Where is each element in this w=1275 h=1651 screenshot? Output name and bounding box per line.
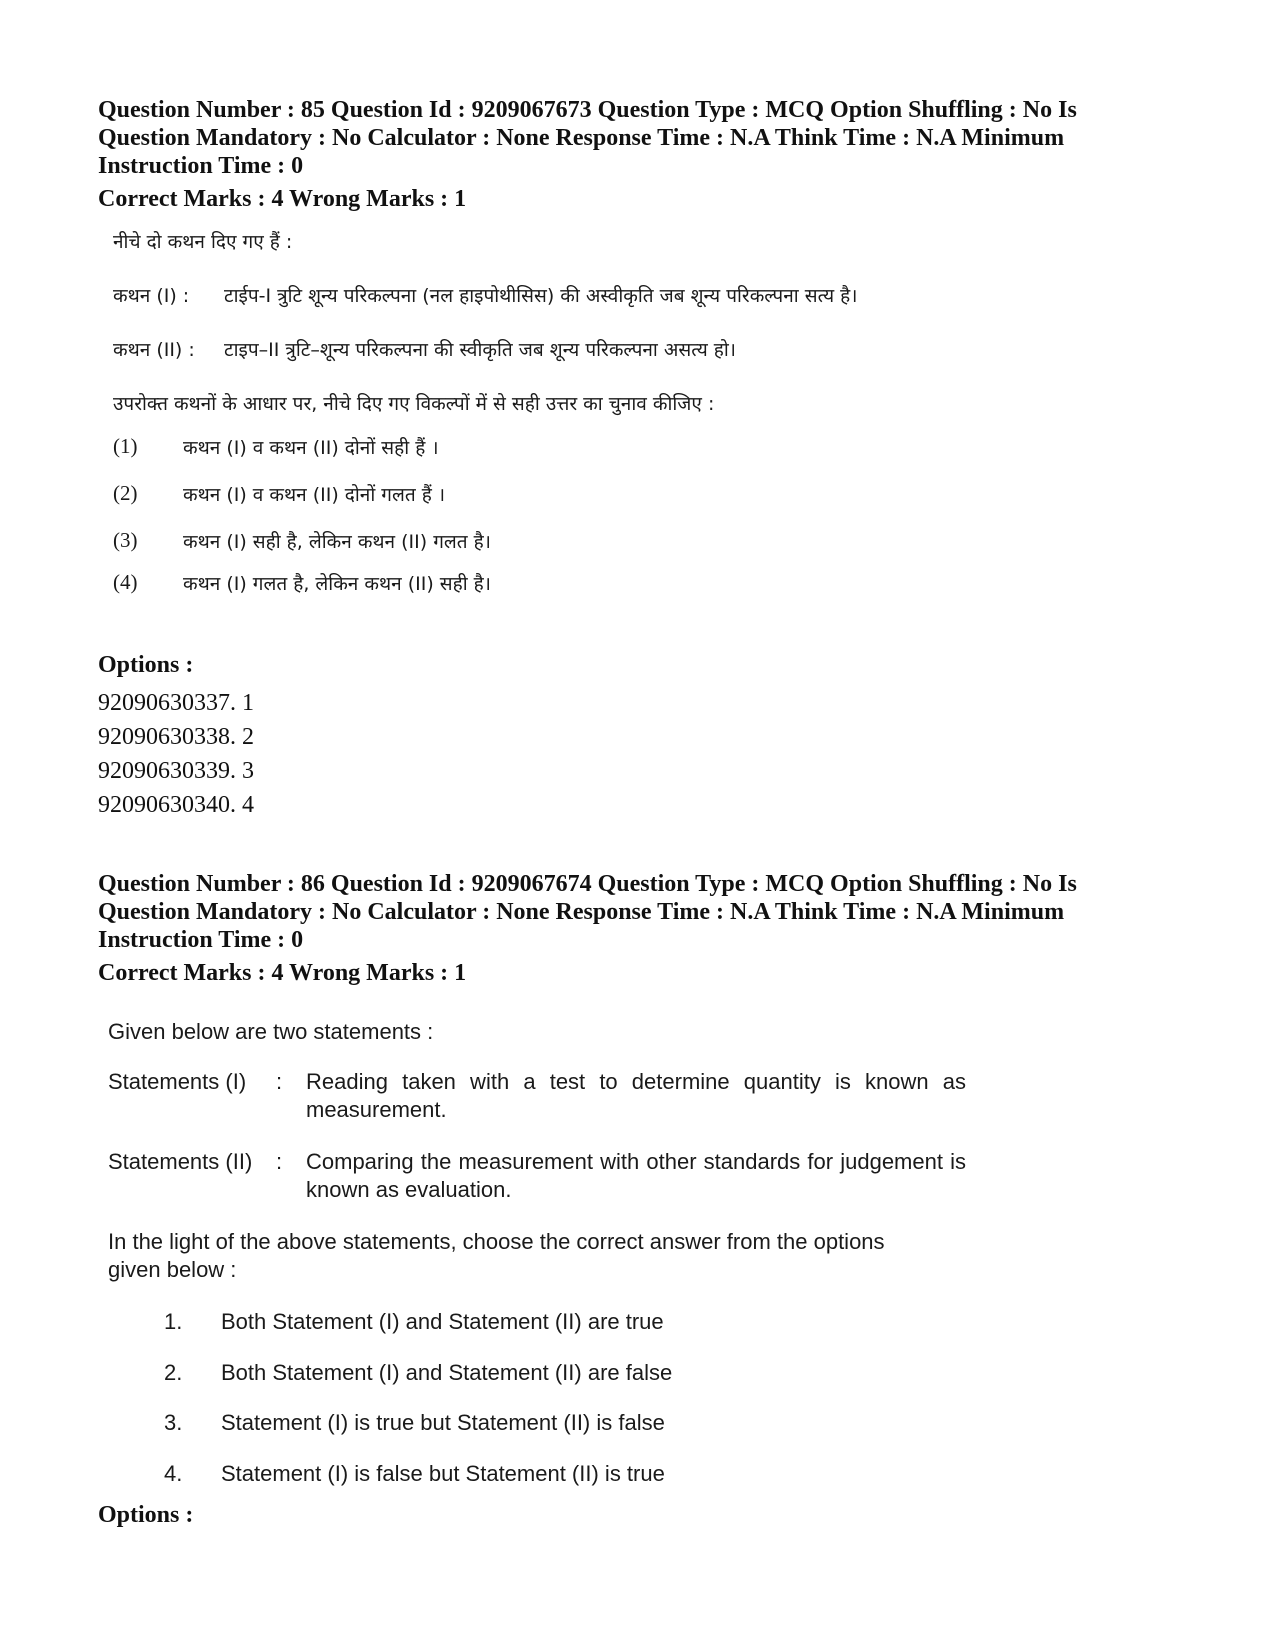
choice-text: Both Statement (I) and Statement (II) are true <box>221 1309 664 1334</box>
question-85-header-line-2: Question Mandatory : No Calculator : None Response Time : N.A Think Time : N.A Minimum <box>98 125 1065 151</box>
question-86-choice <box>108 1359 968 1389</box>
question-85-marks: Correct Marks : 4 Wrong Marks : 1 <box>98 186 467 212</box>
choice-number: (4) <box>113 570 138 594</box>
statement-1-colon: : <box>276 1069 283 1094</box>
question-85-instruction: उपरोक्त कथनों के आधार पर, नीचे दिए गए विकल्पों में से सही उत्तर का चुनाव कीजिए : <box>113 393 715 415</box>
statement-2-text: Comparing the measurement with other standards for judgement is known as evaluation. <box>306 1149 966 1202</box>
choice-number: (2) <box>113 481 138 505</box>
question-85-header <box>98 96 1198 213</box>
question-86-header-line-2: Question Mandatory : No Calculator : None Response Time : N.A Think Time : N.A Minimum <box>98 899 1065 925</box>
choice-number: (3) <box>113 528 138 552</box>
statement-1-label: कथन (I) : <box>113 285 190 307</box>
question-86-statement-1 <box>108 1068 968 1128</box>
question-86-choice <box>108 1308 968 1338</box>
choice-text: Both Statement (I) and Statement (II) are false <box>221 1360 673 1385</box>
question-86-instruction: In the light of the above statements, choose the correct answer from the options given below : <box>108 1229 885 1282</box>
choice-number: 2. <box>164 1360 183 1385</box>
question-86-statement-2 <box>108 1148 968 1208</box>
question-86-header-line-3: Instruction Time : 0 <box>98 927 304 953</box>
option-id: 92090630339. 3 <box>98 758 254 784</box>
question-85-options-title: Options : <box>98 652 194 678</box>
question-86-intro: Given below are two statements : <box>108 1019 434 1044</box>
statement-2-label: कथन (II) : <box>113 339 195 361</box>
question-85-header-line-3: Instruction Time : 0 <box>98 153 304 179</box>
choice-number: 4. <box>164 1461 183 1486</box>
choice-number: 3. <box>164 1410 183 1435</box>
question-85-statement-1 <box>113 282 857 308</box>
question-86-choice <box>108 1409 968 1439</box>
question-86-image-block <box>108 1018 968 1488</box>
question-85-statement-2 <box>113 336 736 362</box>
choice-text: Statement (I) is true but Statement (II) is false <box>221 1410 665 1435</box>
choice-text: कथन (I) व कथन (II) दोनों गलत हैं । <box>183 484 446 506</box>
choice-text: कथन (I) व कथन (II) दोनों सही हैं । <box>183 437 439 459</box>
statement-1-text: टाईप-I त्रुटि शून्य परिकल्पना (नल हाइपोथीसिस) की अस्वीकृति जब शून्य परिकल्पना सत्य है। <box>224 285 858 307</box>
choice-number: (1) <box>113 434 138 458</box>
statement-2-colon: : <box>276 1149 283 1174</box>
question-85-intro: नीचे दो कथन दिए गए हैं : <box>113 231 293 253</box>
question-85-option-ids <box>98 686 254 822</box>
question-86-header <box>98 870 1198 987</box>
question-86-options-title: Options : <box>98 1502 194 1528</box>
choice-text: कथन (I) गलत है, लेकिन कथन (II) सही है। <box>183 573 491 595</box>
option-id: 92090630340. 4 <box>98 792 254 818</box>
option-id: 92090630338. 2 <box>98 724 254 750</box>
question-86-header-line-1: Question Number : 86 Question Id : 9209067674 Question Type : MCQ Option Shuffling : No Is <box>98 871 1077 897</box>
choice-number: 1. <box>164 1309 183 1334</box>
statement-1-text: Reading taken with a test to determine quantity is known as measurement. <box>306 1069 966 1122</box>
question-86-choice <box>108 1460 968 1490</box>
choice-text: कथन (I) सही है, लेकिन कथन (II) गलत है। <box>183 531 491 553</box>
question-85-header-line-1: Question Number : 85 Question Id : 9209067673 Question Type : MCQ Option Shuffling : No Is <box>98 97 1077 123</box>
question-86-marks: Correct Marks : 4 Wrong Marks : 1 <box>98 960 467 986</box>
option-id: 92090630337. 1 <box>98 690 254 716</box>
statement-2-label: Statements (II) <box>108 1149 253 1174</box>
statement-2-text: टाइप–II त्रुटि–शून्य परिकल्पना की स्वीकृति जब शून्य परिकल्पना असत्य हो। <box>224 339 737 361</box>
choice-text: Statement (I) is false but Statement (II) is true <box>221 1461 665 1486</box>
statement-1-label: Statements (I) <box>108 1069 247 1094</box>
